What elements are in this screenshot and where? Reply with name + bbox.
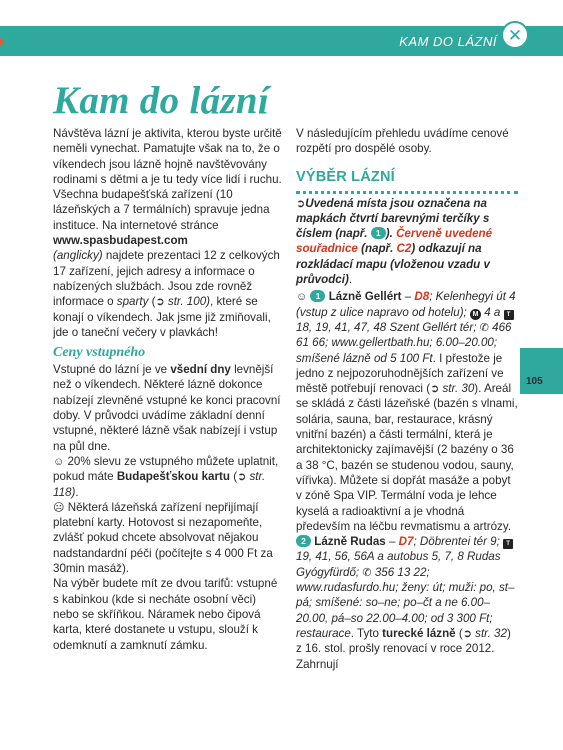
intro-text-1: Návštěva lázní je aktivita, kterou byste určitě neměli vynechat. Pamatujte však na to, že o víkendech jsou lázně hojně navštěvovány rodinami s dětmi a je tu tedy více lidí i ruchu. Všechna budapešťská zařízení (10 lázeňských a 7 termálních) spravuje jedna instituce. Na internetové stránce xyxy=(53,127,282,232)
legend-coord: C2 xyxy=(396,242,412,256)
desc-gellert-1: . I přestože je jedno z nejpozoruhodnějších zařízení ve městě potřebují renovaci xyxy=(296,351,504,396)
chapter-tab xyxy=(520,348,563,394)
see-page-icon: ➲ xyxy=(155,296,165,309)
intro-paragraph xyxy=(53,126,285,340)
phone-icon: ✆ xyxy=(479,321,489,334)
legend-red-text: Červeně uvedené souřadnice xyxy=(296,227,493,256)
ref-open: ( xyxy=(229,470,238,484)
address-gellert: ; Kelenhegyi út 4 (vstup z ulice napravo od hotelu); xyxy=(296,290,516,319)
spa-name-gellert: Lázně Gellért xyxy=(328,290,402,304)
sparty-term: sparty xyxy=(116,295,149,309)
spa-entry-gellert: ☺ 1 Lázně Gellért – D8; Kelenhegyi út 4 (vstup z ulice napravo od hotelu); M 4 a T 18, 19, 41, 47, 48 Szent Gellért tér; ✆ 466 61 66; www.gellertbath.hu; 6.00–20.00; smíšené lázně od 5 100 Ft. I přestože je jedno z nejpozoruhodnějších zařízení ve městě potřebují renovaci (➲ str. 30). Areál se skládá z části lázeňské (bazén s vlnami, solária, sauna, bar, restaurace, krásný vnitřní bazén) a části termální, která je architektonicky zajímavější (2 bazény o 36 a 38 °C, bazén se studenou vodou, sauny, vířivka). Můžete si dopřát masáže a pobyt v zóně Spa VIP. Termální voda je lehce kyselá a radioaktivní a je vhodná především na léčbu revmatismu a artrózy. xyxy=(296,290,518,533)
tram-icon: T xyxy=(504,310,514,320)
map-coord-rudas: D7 xyxy=(398,535,414,549)
details-rudas: 356 13 22; www.rudasfurdo.hu; ženy: út; muži: po, st–pá; smíšené: so–ne; po–čt a ne 6.00–20.00, pá–so 22.00–4.00; od 3 300 Ft; restaurace xyxy=(296,565,515,640)
see-page-icon: ➲ xyxy=(430,383,440,396)
metro-line-gellert: 4 a xyxy=(484,305,504,319)
desc-rudas-1: . Tyto xyxy=(350,626,383,640)
desc-rudas-2: ) z 16. stol. prošly renovací v roce 2012. Zahrnují xyxy=(296,626,511,671)
metro-icon: M xyxy=(470,309,481,320)
tram-lines-rudas: 19, 41, 56, 56A a autobus 5, 7, 8 Rudas Gyógyfürdő; xyxy=(296,550,501,579)
header-bar xyxy=(0,26,563,56)
legend-text-3: (např. xyxy=(357,242,397,256)
sample-map-marker: 1 xyxy=(371,227,386,239)
see-page-icon: ➲ xyxy=(237,471,247,484)
address-rudas: ; Döbrentei tér 9; xyxy=(413,535,504,549)
turkish-baths-text: turecké lázně xyxy=(382,626,456,640)
weekdays-text: všední dny xyxy=(170,363,231,377)
legend-text-4: ) odkazují na rozkládací mapu (vloženou vzadu v průvodci) xyxy=(296,242,490,287)
language-note: (anglicky) xyxy=(53,249,103,263)
see-page-icon: ➲ xyxy=(462,627,472,640)
page-ref: str. 118) xyxy=(53,470,266,499)
page-ref: str. 100) xyxy=(164,295,211,309)
prices-text-1: Vstupné do lázní je ve xyxy=(53,363,171,377)
cash-paragraph xyxy=(53,500,285,576)
intro-text-2: najdete prezentaci 12 z celkových 17 zařízení, jejich adresy a informace o nabízených službách. Jsou zde rovněž informace o xyxy=(53,249,280,309)
tariff-paragraph: Na výběr budete mít ze dvou tarifů: vstupné s kabinkou (kde si necháte osobní věci) nebo se skříňkou. Náramek nebo čipová karta, které dostanete u vstupu, slouží k odemknutí a zamknutí zámku. xyxy=(53,577,278,652)
page-title: Kam do lázní xyxy=(53,79,269,122)
phone-icon: ✆ xyxy=(362,566,372,579)
close-icon[interactable] xyxy=(501,21,529,49)
legend-text-1: Uvedená místa jsou označena na mapkách čtvrtí barevnými terčíky s číslem (např. xyxy=(296,196,490,241)
map-marker-gellert: 1 xyxy=(310,290,325,302)
header-title: KAM DO LÁZNÍ xyxy=(399,34,497,49)
discount-text: 20% slevu ze vstupného můžete uplatnit, pokud máte xyxy=(53,454,279,484)
family-icon: ☺ xyxy=(296,291,308,304)
desc-gellert-3: ). Areál se skládá z části lázeňské (bazén s vlnami, solária, sauna, bar, restaurace, krásný vnitřní bazén) a části termální, která je architektonicky zajímavější (2 bazény o 36 a 38 °C, bazén se studenou vodou, sauny, vířivka). Můžete si dopřát masáže a pobyt v zóně Spa VIP. Termální voda je lehce kyselá a radioaktivní a je vhodná především na léčbu revmatismu a artrózy. xyxy=(296,382,518,533)
page-ref-rudas: str. 32 xyxy=(471,626,507,640)
spa-entry-rudas: 2 Lázně Rudas – D7; Döbrentei tér 9; T 19, 41, 56, 56A a autobus 5, 7, 8 Rudas Gyógyfürdő; ✆ 356 13 22; www.rudasfurdo.hu; ženy: út; muži: po, st–pá; smíšené: so–ne; po–čt a ne 6.00–20.00, pá–so 22.00–4.00; od 3 300 Ft; restaurace. Tyto turecké lázně (➲ str. 32) z 16. stol. prošly renovací v roce 2012. Zahrnují xyxy=(296,535,515,671)
discount-end: . xyxy=(75,485,79,499)
map-coord-gellert: D8 xyxy=(414,290,430,304)
dash: – xyxy=(385,535,399,549)
prices-text-2: levnější než o víkendech. Některé lázně dokonce nabízejí zlevněné vstupné ke konci pracovní doby. V průvodci uvádíme základní denní vstupné, některé lázně však nabízejí i vstup na půl dne. xyxy=(53,363,281,453)
header-notch xyxy=(0,38,5,46)
dash: – xyxy=(401,290,415,304)
cash-text: Některá lázeňská zařízení nepřijímají platební karty. Hotovost si nezapomeňte, zvlášť pokud chcete absolvovat nějakou nadstandardní péči (počítejte s 4 000 Ft za 30min masáž). xyxy=(53,500,273,576)
tram-icon: T xyxy=(503,539,513,549)
legend-paragraph xyxy=(296,196,518,288)
subhead-prices: Ceny vstupného xyxy=(53,345,146,361)
prices-paragraph xyxy=(53,362,285,454)
spa-name-rudas: Lázně Rudas xyxy=(314,535,386,549)
page-number: 105 xyxy=(526,376,543,387)
tram-lines-gellert: 18, 19, 41, 47, 48 Szent Gellért tér; xyxy=(296,320,480,334)
map-marker-rudas: 2 xyxy=(296,535,311,547)
legend-end: . xyxy=(348,273,353,287)
section-heading: VÝBĚR LÁZNÍ xyxy=(296,167,518,194)
intro-range-paragraph: V následujícím přehledu uvádíme cenové rozpětí pro dospělé osoby. xyxy=(296,127,509,156)
details-gellert: 466 61 66; www.gellertbath.hu; 6.00–20.00; smíšené lázně od 5 100 Ft xyxy=(296,320,512,365)
legend-text-2: ). xyxy=(385,227,397,241)
right-column xyxy=(296,126,518,672)
website-link[interactable]: www.spasbudapest.com xyxy=(53,234,188,248)
info-icon: ➲ xyxy=(296,197,306,210)
warning-icon: ☹ xyxy=(53,501,65,514)
left-column xyxy=(53,126,285,653)
close-glyph: ✕ xyxy=(507,25,523,45)
intro-text-3: , které se konají o víkendech. Jak jsme již zmiňovali, jde o taneční večery v plavkách! xyxy=(53,295,271,339)
page-ref-gellert: str. 30 xyxy=(439,382,475,396)
budapest-card-text: Budapešťskou kartu xyxy=(116,470,230,484)
ref-open: ( xyxy=(148,295,156,309)
discount-paragraph xyxy=(53,454,285,500)
discount-icon: ☺ xyxy=(53,455,65,468)
